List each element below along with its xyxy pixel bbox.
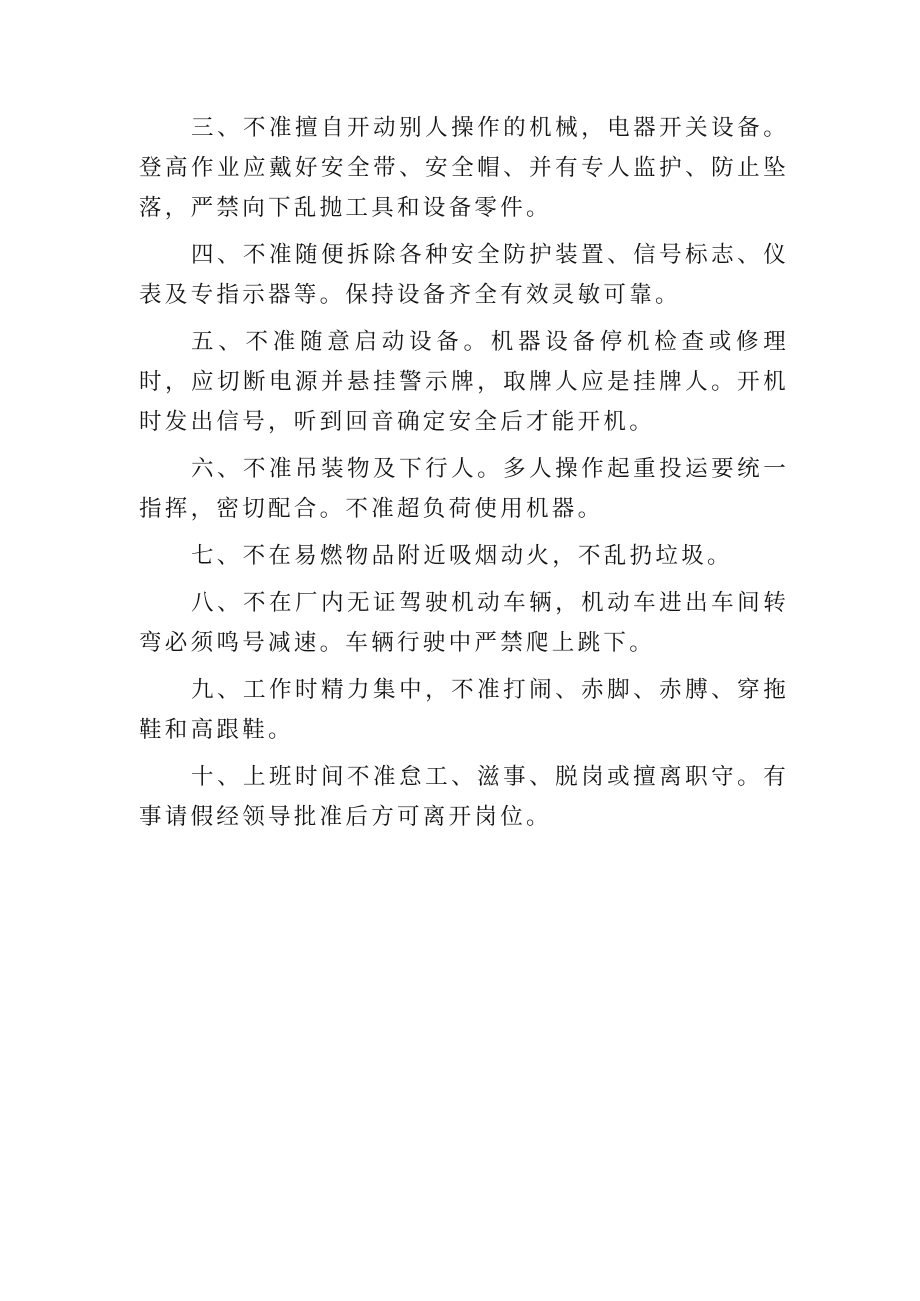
rule-paragraph-8: 八、不在厂内无证驾驶机动车辆，机动车进出车间转弯必须鸣号减速。车辆行驶中严禁爬上跳下。 [139, 590, 789, 656]
rule-paragraph-4: 四、不准随便拆除各种安全防护装置、信号标志、仪表及专指示器等。保持设备齐全有效灵敏可靠。 [139, 242, 789, 308]
document-body [139, 108, 789, 844]
rule-paragraph-5: 五、不准随意启动设备。机器设备停机检查或修理时，应切断电源并悬挂警示牌，取牌人应是挂牌人。开机时发出信号，听到回音确定安全后才能开机。 [139, 329, 789, 435]
rule-paragraph-7: 七、不在易燃物品附近吸烟动火，不乱扔垃圾。 [191, 543, 733, 569]
rule-paragraph-6: 六、不准吊装物及下行人。多人操作起重投运要统一指挥，密切配合。不准超负荷使用机器。 [139, 456, 789, 522]
rule-paragraph-3: 三、不准擅自开动别人操作的机械，电器开关设备。登高作业应戴好安全带、安全帽、并有专人监护、防止坠落，严禁向下乱抛工具和设备零件。 [139, 115, 789, 221]
rule-paragraph-9: 九、工作时精力集中，不准打闹、赤脚、赤膊、穿拖鞋和高跟鞋。 [139, 677, 789, 743]
rule-paragraph-10: 十、上班时间不准怠工、滋事、脱岗或擅离职守。有事请假经领导批准后方可离开岗位。 [139, 764, 789, 830]
